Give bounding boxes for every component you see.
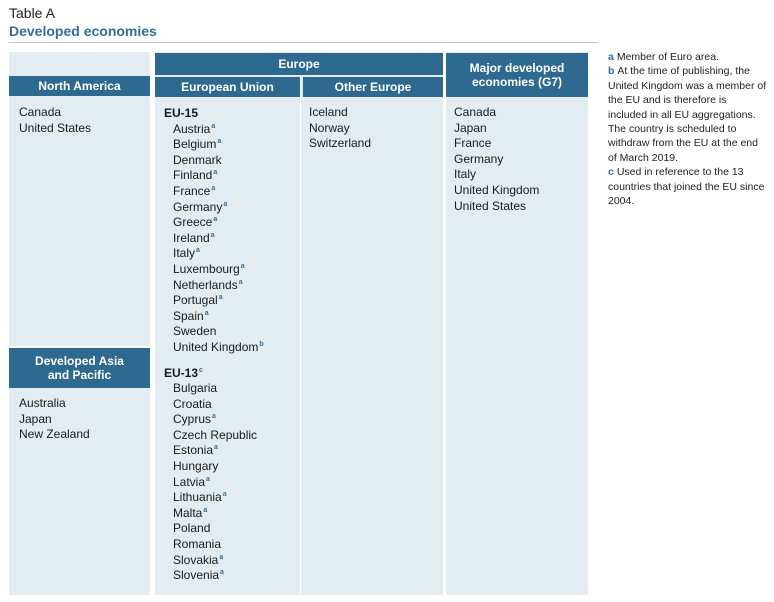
footnote-marker: a <box>213 169 218 177</box>
eu-country-item: Sweden <box>173 324 217 339</box>
list-item: United States <box>454 198 527 213</box>
european-union-list <box>164 106 264 584</box>
header-g7: Major developed economies (G7) <box>446 53 588 97</box>
table-label: Table A <box>9 5 55 21</box>
eu-country-item: Portugal$^a$ <box>173 293 223 308</box>
eu-country-item: Romania <box>173 537 222 552</box>
header-european-union: European Union <box>155 77 300 97</box>
eu-country-item: Croatia <box>173 396 212 411</box>
eu-country-item: Lithuania$^a$ <box>173 490 227 505</box>
eu-country-item: Hungary <box>173 459 219 474</box>
footnote-marker: a <box>211 122 216 130</box>
footnote-marker: a <box>213 216 218 224</box>
header-north-america: North America <box>9 76 150 96</box>
eu-country-item: Netherlands$^a$ <box>173 277 243 292</box>
eu15-label: EU-15 <box>164 106 199 120</box>
header-europe: Europe <box>155 53 443 75</box>
note-b: b At the time of publishing, the United Kingdom was a member of the EU and is therefore is included in all EU aggregations. The country is scheduled to withdraw from the EU at the end of March 2019. <box>608 65 767 164</box>
footnote-marker: a <box>211 184 216 192</box>
caption-divider <box>9 42 598 43</box>
list-item: France <box>454 136 492 151</box>
footnote-marker: a <box>210 231 215 239</box>
eu-country-item: France$^a$ <box>173 183 216 198</box>
table-notes <box>608 50 768 208</box>
list-item: Iceland <box>309 105 348 119</box>
footnote-marker: a <box>218 294 223 302</box>
eu-country-item: Finland$^a$ <box>173 168 218 183</box>
footnote-marker: a <box>217 138 222 146</box>
eu-country-item: Italy$^a$ <box>173 246 200 261</box>
footnote-marker: a <box>212 413 216 421</box>
list-item: Japan <box>454 120 487 135</box>
header-other-europe: Other Europe <box>303 77 443 97</box>
g7-list <box>454 105 539 214</box>
eu-country-item: Belgium$^a$ <box>173 137 222 152</box>
header-asia-pacific: Developed Asia and Pacific <box>9 348 150 388</box>
list-item: New Zealand <box>19 427 90 442</box>
footnote-marker: a <box>220 569 224 577</box>
eu-country-item: Denmark <box>173 152 222 167</box>
eu-country-item: United Kingdom$^b$ <box>173 339 264 354</box>
list-item: Canada <box>454 105 497 119</box>
eu-country-item: Cyprus$^a$ <box>173 412 216 427</box>
footnote-marker: a <box>238 278 243 286</box>
footnote-marker: a <box>222 491 227 499</box>
note-c: c Used in reference to the 13 countries that joined the EU since 2004. <box>608 166 765 208</box>
footnote-marker: a <box>214 444 218 452</box>
eu-country-item: Malta$^a$ <box>173 505 208 520</box>
footnote-marker: b <box>259 340 264 348</box>
asia-pacific-list <box>19 396 90 443</box>
list-item: United Kingdom <box>454 182 540 197</box>
footnote-marker: a <box>219 553 224 561</box>
list-item: Japan <box>19 411 52 426</box>
eu-country-item: Germany$^a$ <box>173 199 228 214</box>
eu-country-item: Bulgaria <box>173 381 218 396</box>
eu-country-item: Czech Republic <box>173 427 258 442</box>
footnote-marker: a <box>203 506 208 514</box>
eu-country-item: Ireland$^a$ <box>173 230 215 245</box>
north-america-column <box>9 52 150 346</box>
list-item: Canada <box>19 105 62 119</box>
footnote-marker: a <box>206 475 210 483</box>
eu-country-item: Poland <box>173 521 211 536</box>
eu-country-item: Spain$^a$ <box>173 308 209 323</box>
list-item: Germany <box>454 151 504 166</box>
footnote-marker: a <box>223 200 228 208</box>
list-item: Norway <box>309 120 350 135</box>
eu-country-item: Latvia$^a$ <box>173 474 210 489</box>
eu-country-item: Luxembourg$^a$ <box>173 261 245 276</box>
footnote-marker: a <box>196 247 200 255</box>
list-item: Italy <box>454 167 477 182</box>
list-item: Switzerland <box>309 136 372 151</box>
north-america-list <box>19 105 91 136</box>
table-title: Developed economies <box>9 23 157 39</box>
list-item: Australia <box>19 396 66 410</box>
eu-country-item: Slovenia$^a$ <box>173 568 224 583</box>
note-a: a Member of Euro area. <box>608 51 719 63</box>
eu-country-item: Greece$^a$ <box>173 215 218 230</box>
eu-country-item: Austria$^a$ <box>173 121 216 136</box>
footnote-marker: a <box>240 262 245 270</box>
footnote-marker: a <box>204 309 209 317</box>
other-europe-list <box>309 105 371 152</box>
table-caption <box>9 5 157 40</box>
list-item: United States <box>19 120 92 135</box>
eu-country-item: Slovakia$^a$ <box>173 552 224 567</box>
eu13-label: EU-13$^c$ <box>164 365 203 380</box>
eu-country-item: Estonia$^a$ <box>173 443 218 458</box>
